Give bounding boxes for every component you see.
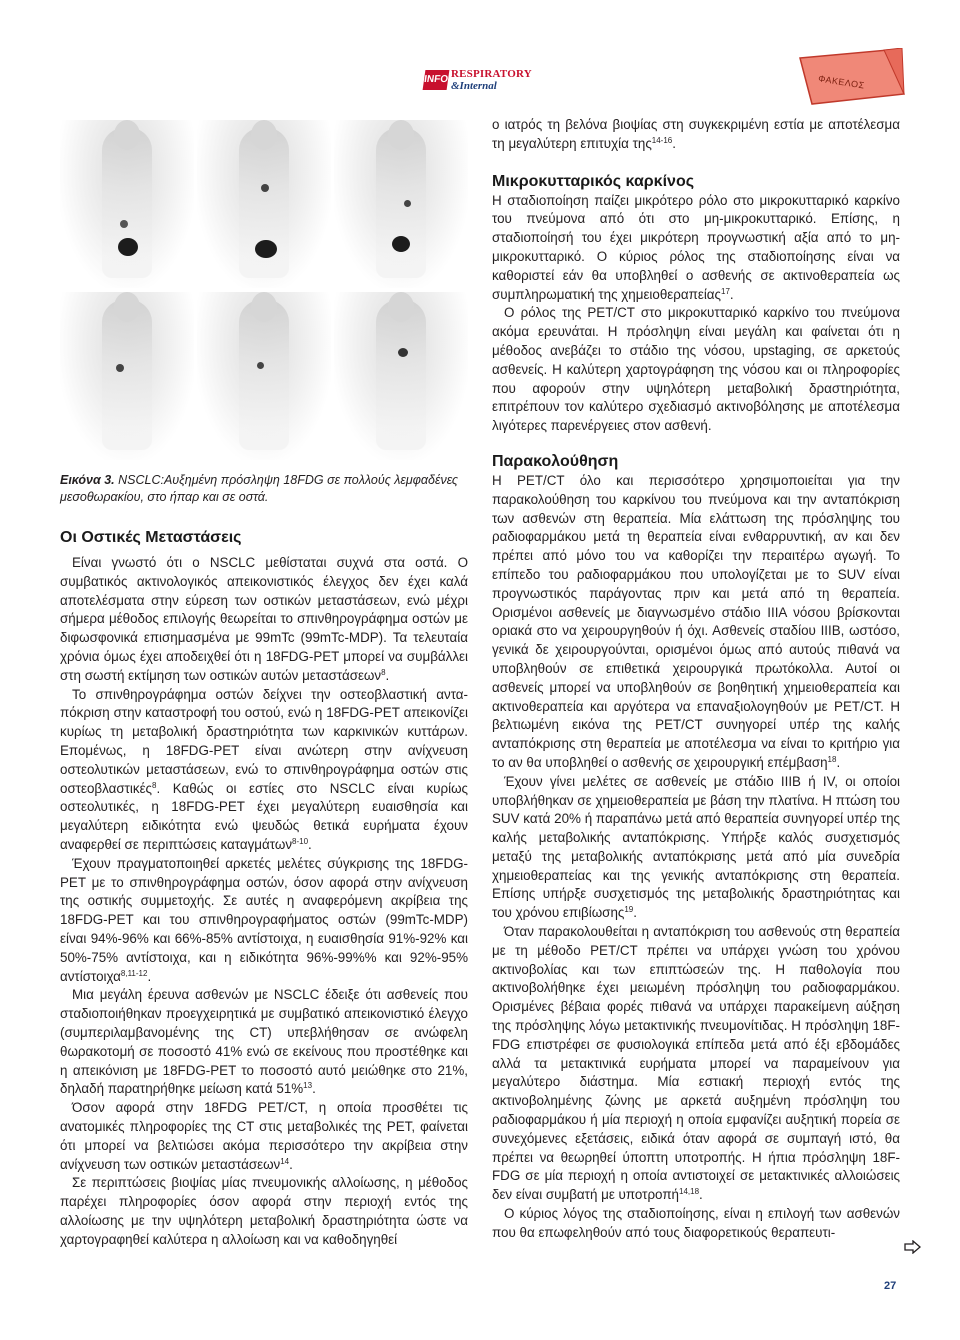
citation: 14-16 (651, 135, 673, 145)
pet-scan-image (60, 292, 194, 460)
paragraph: Είναι γνωστό ότι ο NSCLC μεθίσταται συχνά στα οστά. Ο συμβατικός ακτινολογικός απεικονιστικός έλεγχος δεν έχει καλά αποτελέσματα στην εύρεση των οστικών μεταστάσεων, ενώ μέχρι σήμερα μέθοδος επιλογής θεωρείται το σπινθηρογράφημα οστών με διφωσφονικά επισημασμένα με 99mTc (99mTc-MDP). Τα τελευταία χρόνια όμως έχει αποδειχθεί ότι η 18FDG-PET μπορεί να συμβάλλει στη σωστή εκτίμηση των οστικών αυτών μεταστάσεων$^8$. (60, 555, 468, 683)
paragraph: Η PET/CT όλο και περισσότερο χρησιμοποιείται για την παρακολούθηση του καρκίνου του πνεύμονα και την ανταπόκριση των ασθενών στη θεραπεία. Μία ελάττωση της πρόσληψης του ραδιοφαρμάκου μετά τη θεραπεία είναι ενθαρρυντική, αν και δεν πρέπει από μόνο του να καθορίζει την περαιτέρω αγωγή. Το επίπεδο του ραδιοφαρμάκου που υπολογίζεται με το SUV είναι προγνωστικός παράγοντας πριν και μετά από τη θεραπεία. Ορισμένοι ασθενείς με διαγνωσμένο στάδιο IIIA νόσου βρίσκονται οριακά στο να χειρουργηθούν ή όχι. Ασθενείς σταδίου IIIB, ωστόσο, γενικά δε χειρουργούνται, ορισμένοι όμως από αυτούς πιθανά να υποβληθούν σε επιθετικά χειρουργικά πρωτόκολλα. Αυτοί οι ασθενείς μπορεί να υποβληθούν σε βοηθητική χημειοθεραπεία και ακτινοθεραπεία και αργότερα να επαναξιολογηθούν με PET/CT. Η βελτιωμένη εικόνα της PET/CT συνηγορεί υπέρ της καλής ανταπόκρισης στη θεραπεία με αποτέλεσμα να είναι το κριτήριο για το αν θα υποβληθεί ο ασθενής σε χειρουργική επέμβαση$^{18}$. (492, 472, 900, 770)
citation: 8 (381, 667, 386, 677)
citation: 18 (827, 754, 837, 764)
logo-respiratory-text: RESPIRATORY (451, 68, 532, 80)
pet-scan-image (60, 120, 194, 288)
citation: 14,18 (679, 1187, 700, 1197)
pet-scan-image (197, 120, 331, 288)
citation: 8 (152, 780, 157, 790)
figure-caption (60, 472, 468, 506)
pet-scan-figure (60, 120, 468, 460)
pet-scan-image (197, 292, 331, 460)
paragraph: Έχουν πραγματοποιηθεί αρκετές μελέτες σύγκρισης της 18FDG-PET με το σπινθηρογράφημα οστών, όσον αφορά στην ανίχνευση της οστικής συμμετοχής. Σε αυτές η αναφερόμενη ακρίβεια της 18FDG-PET και του σπινθηρογραφήματος οστών (99mTc-MDP) είναι 94%-96% και 66%-85% αντίστοιχα, η ευαισθησία 91%-92% και 50%-75% αντίστοιχα, και η ειδικότητα 96%-99%% και 92%-95% αντίστοιχα$^{8,11-12}$. (60, 855, 468, 984)
paragraph: ο ιατρός τη βελόνα βιοψίας στη συγκεκριμένη εστία με αποτέλεσμα τη μεγαλύτερη επιτυχία της$^{14-16}$. (492, 117, 900, 151)
paragraph: Μια μεγάλη έρευνα ασθενών με NSCLC έδειξε ότι ασθενείς που σταδιοποιήθηκαν προεγχειρητικά με συμβατικό απεικονιστικό έλεγχο (συμπεριλαμβανομένης της CT) υπεβλήθησαν σε ανώφελη θωρακοτομή σε ποσοστό 41% ενώ σε εκείνους που προστέθηκε και η απεικόνιση με 18FDG-PET το ποσοστό αυτό μειώθηκε στο 21%, δηλαδή παρατηρήθηκε μείωση κατά 51%$^{13}$. (60, 987, 468, 1097)
paragraph: Έχουν γίνει μελέτες σε ασθενείς με στάδιο IIIB ή IV, οι οποίοι υποβλήθηκαν σε χημειοθεραπεία με βάση την πλατίνα. Η πτώση του SUV κατά 20% ή παραπάνω μετά από θεραπεία συνηγορεί υπέρ της καλής μεταβολικής ανταπόκρισης. Υπήρξε καλός συσχετισμός μεταξύ της μεταβολικής ανταπόκρισης μετά από μία συνεδρία χημειοθεραπείας και της γενικής ανταπόκρισης στη θεραπεία. Επίσης υπήρξε συσχετισμός της μεταβολικής δραστηριότητας και του χρόνου επιβίωσης$^{19}$. (492, 773, 900, 921)
paragraph: Όταν παρακολουθείται η ανταπόκριση του ασθενούς στη θεραπεία με τη μέθοδο PET/CT πρέπει να υπάρχει γνώση του χρόνου ακτινοβολίας και των επιπτώσεών της. Η παθολογία που ακτινοβολήθηκε έχει μειωμένη πρόσληψη του ραδιοφαρμάκου. Ορισμένες βέβαια φορές πιθανά να υπάρχει παρακείμενη αύξηση της πρόσληψης λόγω μετακτινικής πνευμονίτιδας. Η πρόσληψη 18F-FDG επιστρέφει σε φυσιολογικά επίπεδα μετά από έξι εβδομάδες αλλά τα μετακτινικά ευρήματα μπορεί να παραμείνουν για μεγαλύτερο διάστημα. Μία εστιακή περιοχή εντός της ακτινοβολημένης ζώνης με αρκετά αυξημένη πρόσληψη του ραδιοφαρμάκου ή μία περιοχή η οποία εμφανίζει αυξητική πορεία σε συνεχόμενες εξετάσεις, ειδικά όταν αφορά σε συμπαγή ιστό, θα πρέπει να θεωρηθεί ύποπτη υποτροπής. Η ήπια πρόσληψη 18F-FDG σε μία περιοχή η οποία αντιστοιχεί σε μετακτινικές αλλοιώσεις δεν είναι συμβατή με υποτροπή$^{14,18}$. (492, 924, 900, 1203)
paragraph: Το σπινθηρογράφημα οστών δείχνει την οστεοβλαστική ανταπόκριση στην καταστροφή του οστού, ενώ η 18FDG-PET απεικονίζει κυρίως τη μεταβολική δραστηριότητα των καρκινικών κυττάρων. Επομένως, η 18FDG-PET είναι ανώτερη στην ανίχνευση οστεολυτικών μεταστάσεων, ενώ το σπινθηρογράφημα οστών στις οστεοβλαστικές$^8$. Καθώς οι εστίες στο NSCLC είναι κυρίως οστεολυτικές, η 18FDG-PET έχει μεγαλύτερη ευαισθησία και μεγαλύτερη ειδικότητα ενώ ψευδώς θετικά ευρήματα έχουν αναφερθεί σε περιπτώσεις καταγμάτων$^{8-10}$. (60, 686, 468, 852)
pet-scan-image (334, 120, 468, 288)
citation: 19 (624, 905, 634, 915)
citation: 8-10 (292, 836, 309, 846)
arrow-right-icon (904, 1240, 922, 1254)
citation: 13 (303, 1081, 313, 1091)
logo-info-mark: INFO (423, 70, 450, 90)
logo-medicine-text: &Internal (451, 80, 497, 92)
citation: 14 (280, 1156, 290, 1166)
section-heading: Μικροκυτταρικός καρκίνος (492, 172, 695, 190)
folder-tab-icon (792, 48, 908, 106)
caption-label: Εικόνα 3. (60, 473, 115, 487)
paragraph: Η σταδιοποίηση παίζει μικρότερο ρόλο στο μικροκυτταρικό καρκίνο του πνεύμονα από ότι στο μη-μικροκυτταρικό. Επίσης, η σταδιοποίησή του έχει μικρότερη προγνωστική αξία από το μη-μικροκυτταρικό. Ο κύριος ρόλος της σταδιοποίησης είναι να καθοριστεί εάν θα υποβληθεί ο ασθενής σε ακτινοθεραπεία ως συμπληρωματική της χημειοθεραπείας$^{17}$. (492, 192, 900, 302)
caption-text: NSCLC:Αυξημένη πρόσληψη 18FDG σε πολλούς λεμφαδένες μεσοθωρακίου, στο ήπαρ και σε οστά. (60, 473, 458, 504)
paragraph: Σε περιπτώσεις βιοψίας μίας πνευμονικής αλλοίωσης, η μέθοδος παρέχει πληροφορίες όσον αφορά στην περιοχή εντός της αλλοίωσης με την υψηλότερη μεταβολική δραστηριότητα ώστε να χαρτογραφηθεί καλύτερα η αλλοίωση και να καθοδηγηθεί (60, 1175, 468, 1247)
page-number: 27 (884, 1280, 897, 1292)
pet-scan-image (334, 292, 468, 460)
section-tab-label: ΦΑΚΕΛΟΣ (817, 73, 866, 91)
citation: 8,11-12 (120, 968, 148, 978)
right-column (492, 116, 900, 1243)
paragraph: Ο ρόλος της PET/CT στο μικροκυτταρικό καρκίνο του πνεύμονα ακόμα ερευνάται. Η πρόσληψη είναι μεγάλη και φαίνεται ότι η μέθοδος ανεβάζει το στάδιο της νόσου, upstaging, σε αρκετούς ασθενείς. Η καλύτερη χαρτογράφηση της νόσου και οι πληροφορίες που αφορούν στην υψηλότερη μεταβολική δραστηριότητα, επιτρέπουν τον καλύτερο σχεδιασμό ακτινοβόλησης με αποτέλεσμα λιγότερες παρενέργειες στον ασθενή. (492, 305, 900, 434)
paragraph: Όσον αφορά στην 18FDG PET/CT, η οποία προσθέτει τις ανατομικές πληροφορίες της CT στις μεταβολικές της PET, φαίνεται ότι μπορεί να βελτιώσει ακόμα περισσότερο την ακρίβεια στην ανίχνευση των οστικών μεταστάσεων$^{14}$. (60, 1100, 468, 1172)
section-heading: Παρακολούθηση (492, 452, 619, 470)
section-heading: Οι Οστικές Μεταστάσεις (60, 529, 242, 546)
paragraph: Ο κύριος λόγος της σταδιοποίησης, είναι η επιλογή των ασθενών που θα επωφεληθούν από τους διαφορετικούς θεραπευτι- (492, 1206, 900, 1240)
left-column (60, 528, 468, 1249)
journal-logo (423, 68, 532, 94)
citation: 17 (721, 286, 730, 296)
